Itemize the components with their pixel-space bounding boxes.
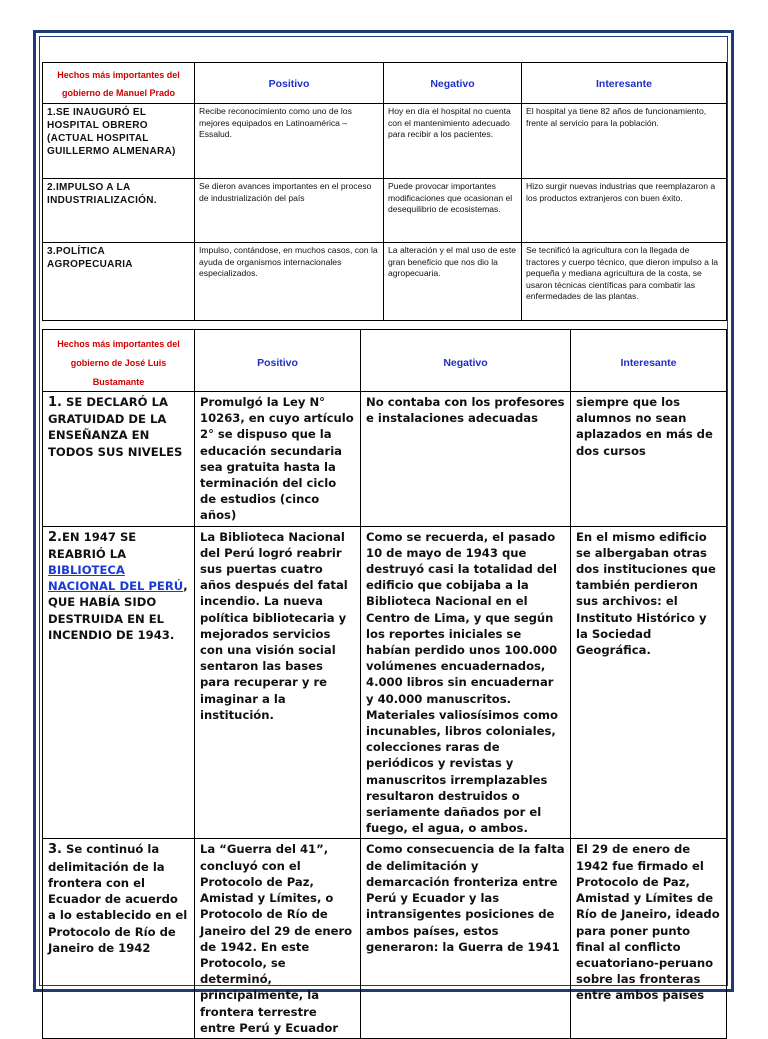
col-header-negativo: Negativo [361, 330, 571, 392]
table-jose-luis-bustamante [42, 329, 727, 1039]
cell-interesante: siempre que los alumnos no sean aplazados en más de dos cursos [571, 392, 727, 527]
table-row [43, 526, 727, 839]
cell-negativo: Puede provocar importantes modificaciones que ocasionan el desequilibrio de ecosistemas. [384, 179, 522, 243]
cell-interesante: En el mismo edificio se albergaban otras dos instituciones que también perdieron sus archivos: el Instituto Histórico y la Sociedad Geográfica. [571, 526, 727, 839]
row-label: 1.SE INAUGURÓ EL HOSPITAL OBRERO (ACTUAL HOSPITAL GUILLERMO ALMENARA) [43, 104, 195, 179]
cell-positivo: La Biblioteca Nacional del Perú logró reabrir sus puertas cuatro años después del fatal incendio. La nueva política bibliotecaria y mejorados servicios con una visión social sentaron las bases para recuperar y re imaginar a la institución. [195, 526, 361, 839]
table-row [43, 104, 727, 179]
cell-negativo: Hoy en día el hospital no cuenta con el mantenimiento adecuado para recibir a los pacientes. [384, 104, 522, 179]
col-header-positivo: Positivo [195, 330, 361, 392]
cell-interesante: Se tecnificó la agricultura con la llegada de tractores y cuerpo técnico, que dieron impulso a la pequeña y mediana agricultura de la costa, se usaron técnicas científicas para combatir las enfermedades de las plantas. [522, 243, 727, 321]
table-title: Hechos más importantes del gobierno de Manuel Prado [43, 63, 195, 104]
table-manuel-prado [42, 62, 727, 321]
table-header-row [43, 330, 727, 392]
cell-positivo: Promulgó la Ley N° 10263, en cuyo artículo 2° se dispuso que la educación secundaria sea gratuita hasta la terminación del ciclo de estudios (cinco años) [195, 392, 361, 527]
table-row [43, 392, 727, 527]
cell-negativo: No contaba con los profesores e instalaciones adecuadas [361, 392, 571, 527]
row-label: 1. SE DECLARÓ LA GRATUIDAD DE LA ENSEÑANZA EN TODOS SUS NIVELES [43, 392, 195, 527]
row-label: 3.POLÍTICA AGROPECUARIA [43, 243, 195, 321]
cell-negativo: La alteración y el mal uso de este gran beneficio que nos dio la agropecuaria. [384, 243, 522, 321]
cell-interesante: Hizo surgir nuevas industrias que reemplazaron a los productos extranjeros con buen éxito. [522, 179, 727, 243]
col-header-negativo: Negativo [384, 63, 522, 104]
table-row [43, 243, 727, 321]
cell-interesante: El hospital ya tiene 82 años de funcionamiento, frente al servicio para la población. [522, 104, 727, 179]
col-header-interesante: Interesante [522, 63, 727, 104]
table-row [43, 179, 727, 243]
cell-negativo: Como se recuerda, el pasado 10 de mayo de 1943 que destruyó casi la totalidad del edificio que cobijaba a la Biblioteca Nacional en el Centro de Lima, y que según los reportes iniciales se habían perdido unos 100.000 volúmenes encuadernados, 4.000 libros sin encuadernar y 40.000 manuscritos. Materiales valiosísimos como incunables, libros coloniales, colecciones raras de periódicos y revistas y manuscritos irremplazables resultaron destruidos o seriamente dañados por el fuego, el agua, o ambos. [361, 526, 571, 839]
cell-positivo: Impulso, contándose, en muchos casos, con la ayuda de organismos internacionales especializados. [195, 243, 384, 321]
cell-interesante: El 29 de enero de 1942 fue firmado el Protocolo de Paz, Amistad y Límites de Río de Janeiro, ideado para poner punto final al conflicto ecuatoriano-peruano sobre las fronteras entre ambos países [571, 839, 727, 1038]
table-title: Hechos más importantes del gobierno de José Luis Bustamante [43, 330, 195, 392]
table-header-row [43, 63, 727, 104]
cell-negativo: Como consecuencia de la falta de delimitación y demarcación fronteriza entre Perú y Ecuador y las intransigentes posiciones de ambos países, estos generaron: la Guerra de 1941 [361, 839, 571, 1038]
col-header-interesante: Interesante [571, 330, 727, 392]
cell-positivo: Recibe reconocimiento como uno de los mejores equipados en Latinoamérica – Essalud. [195, 104, 384, 179]
cell-positivo: La “Guerra del 41”, concluyó con el Protocolo de Paz, Amistad y Límites, o Protocolo de Río de Janeiro del 29 de enero de 1942. En este Protocolo, se determinó, principalmente, la frontera terrestre entre Perú y Ecuador [195, 839, 361, 1038]
row-label: 2.EN 1947 SE REABRIÓ LA BIBLIOTECA NACIONAL DEL PERÚ, QUE HABÍA SIDO DESTRUIDA EN EL INCENDIO DE 1943. [43, 526, 195, 839]
row-label: 2.IMPULSO A LA INDUSTRIALIZACIÓN. [43, 179, 195, 243]
biblioteca-nacional-link[interactable]: BIBLIOTECA NACIONAL DEL PERÚ [48, 563, 184, 594]
table-row [43, 839, 727, 1038]
row-label: 3. Se continuó la delimitación de la frontera con el Ecuador de acuerdo a lo establecido en el Protocolo de Río de Janeiro de 1942 [43, 839, 195, 1038]
cell-positivo: Se dieron avances importantes en el proceso de industrialización del país [195, 179, 384, 243]
col-header-positivo: Positivo [195, 63, 384, 104]
